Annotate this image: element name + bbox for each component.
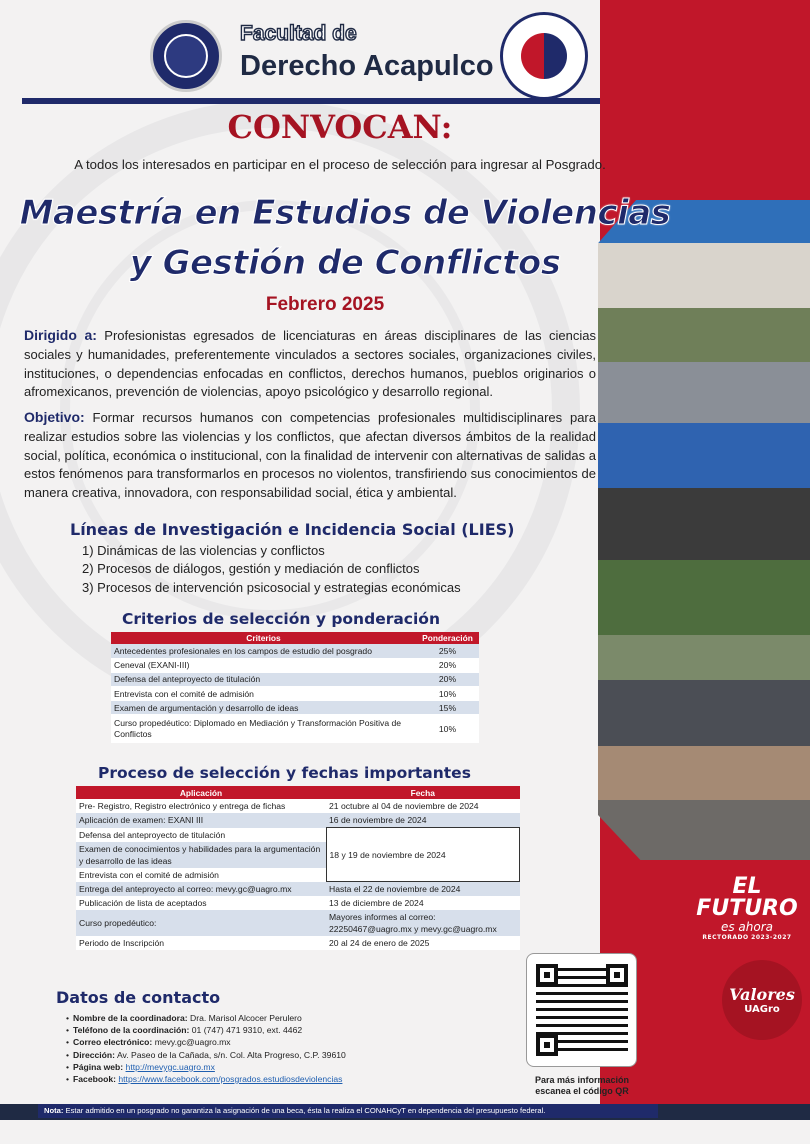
fecha-cell: 20 al 24 de enero de 2025 (326, 936, 520, 950)
aplicacion-cell: Examen de conocimientos y habilidades para la argumentación y desarrollo de las ideas (76, 842, 326, 868)
aplicacion-cell: Curso propedéutico: (76, 910, 326, 936)
aplicacion-cell: Entrevista con el comité de admisión (76, 868, 326, 882)
rectorado-label: RECTORADO 2023-2027 (702, 934, 792, 941)
fecha-cell: Mayores informes al correo: 22250467@uagro.mx y mevy.gc@uagro.mx (326, 910, 520, 936)
faculty-line1: Facultad de (240, 22, 357, 45)
aplicacion-cell: Entrega del anteproyecto al correo: mevy.gc@uagro.mx (76, 882, 326, 897)
aplicacion-cell: Defensa del anteproyecto de titulación (76, 828, 326, 842)
criterio-cell: Antecedentes profesionales en los campos de estudio del posgrado (111, 644, 416, 658)
convocan-heading: CONVOCAN: (227, 108, 453, 146)
fecha-header: Fecha (326, 786, 520, 799)
valores-text: Valores (729, 985, 795, 1004)
contact-item (66, 1049, 346, 1061)
table-row (111, 701, 479, 715)
contact-label: Teléfono de la coordinación: (73, 1025, 190, 1036)
table-row (111, 644, 479, 658)
facebook-link[interactable]: https://www.facebook.com/posgrados.estudiosdeviolencias (118, 1074, 343, 1085)
ponderacion-cell: 10% (416, 715, 479, 743)
criterio-cell: Curso propedéutico: Diplomado en Mediación y Transformación Positiva de Conflictos (111, 715, 416, 743)
ponderacion-header: Ponderación (416, 632, 479, 644)
contact-label: Dirección: (73, 1049, 116, 1060)
table-row (76, 813, 520, 828)
contact-item (66, 1024, 346, 1036)
table-row (76, 882, 520, 897)
footer-note-text: Estar admitido en un posgrado no garantiza la asignación de una beca, ésta la realiza el CONAHCyT en dependencia del presupuesto federal. (65, 1106, 546, 1115)
criterio-cell: Entrevista con el comité de admisión (111, 687, 416, 701)
header-divider (22, 98, 600, 104)
group-photo-outdoor (598, 560, 810, 860)
proceso-table (76, 786, 520, 950)
contact-value: 01 (747) 471 9310, ext. 4462 (191, 1025, 303, 1036)
dirigido-label: Dirigido a: (24, 327, 97, 343)
table-row (111, 672, 479, 686)
futuro-line1: EL FUTURO (696, 874, 798, 921)
fecha-cell: 18 y 19 de noviembre de 2024 (326, 828, 520, 882)
aplicacion-cell: Publicación de lista de aceptados (76, 896, 326, 910)
contact-item (66, 1036, 346, 1048)
program-title-line1: Maestría en Estudios de Violencias (19, 193, 671, 233)
footer-note (44, 1106, 664, 1115)
dirigido-paragraph (24, 326, 596, 402)
table-row (76, 936, 520, 950)
dirigido-text: Profesionistas egresados de licenciaturas en áreas disciplinares de las ciencias sociales y humanidades, preferentemente vinculados a sectores sociales, organizaciones civiles, instituciones, o dependencias enfocadas en conflictos, derechos humanos, pueblos originarios o afromexicanos, prevención de violencias, apoyo psicológico y desarrollo regional. (24, 328, 596, 400)
lies-title: Líneas de Investigación e Incidencia Social (LIES) (70, 520, 515, 539)
table-row (111, 658, 479, 672)
web-link[interactable]: http://mevygc.uagro.mx (125, 1061, 215, 1072)
aplicacion-cell: Periodo de Inscripción (76, 936, 326, 950)
lies-list (82, 542, 461, 597)
contact-item (66, 1061, 346, 1073)
qr-code-icon (536, 964, 628, 1056)
fecha-cell: Hasta el 22 de noviembre de 2024 (326, 882, 520, 897)
fecha-cell: 13 de diciembre de 2024 (326, 896, 520, 910)
table-row (111, 687, 479, 701)
objetivo-label: Objetivo: (24, 409, 85, 425)
ponderacion-cell: 25% (416, 644, 479, 658)
contact-value: Dra. Marisol Alcocer Perulero (190, 1013, 302, 1023)
proceso-title: Proceso de selección y fechas importantes (98, 764, 471, 782)
table-row (76, 828, 520, 842)
criterio-cell: Examen de argumentación y desarrollo de ideas (111, 701, 416, 715)
aplicacion-cell: Aplicación de examen: EXANI III (76, 813, 326, 828)
criterio-cell: Defensa del anteproyecto de titulación (111, 672, 416, 686)
contact-item (66, 1012, 346, 1024)
objetivo-paragraph (24, 408, 596, 503)
criterio-cell: Ceneval (EXANI-III) (111, 658, 416, 672)
contact-label: Nombre de la coordinadora: (73, 1013, 188, 1023)
aplicacion-header: Aplicación (76, 786, 326, 799)
contact-label: Página web: (73, 1061, 124, 1072)
valores-logo (722, 960, 802, 1040)
qr-caption-line2: escanea el código QR (535, 1086, 629, 1096)
qr-caption-line1: Para más información (534, 1075, 630, 1085)
contact-item (66, 1073, 346, 1085)
program-title-line2: y Gestión de Conflictos (129, 243, 561, 283)
faculty-line2: Derecho Acapulco (240, 50, 494, 82)
contact-label: Correo electrónico: (73, 1037, 153, 1048)
ponderacion-cell: 20% (416, 672, 479, 686)
table-row (111, 715, 479, 743)
table-row (76, 910, 520, 936)
fecha-cell: 16 de noviembre de 2024 (326, 813, 520, 828)
university-seal-logo (150, 20, 222, 92)
contacto-title: Datos de contacto (56, 988, 221, 1007)
criterios-header: Criterios (111, 632, 416, 644)
qr-code[interactable] (526, 953, 637, 1067)
ponderacion-cell: 10% (416, 687, 479, 701)
criterios-title: Criterios de selección y ponderación (122, 610, 440, 628)
contact-value: Av. Paseo de la Cañada, s/n. Col. Alta Progreso, C.P. 39610 (116, 1049, 346, 1060)
program-date: Febrero 2025 (265, 294, 385, 315)
lies-item: 1) Dinámicas de las violencias y conflictos (82, 543, 325, 558)
futuro-logo (688, 876, 806, 941)
footer-note-label: Nota: (44, 1106, 64, 1115)
contact-value: mevy.gc@uagro.mx (154, 1037, 231, 1048)
criterios-table (111, 632, 479, 743)
lies-item: 3) Procesos de intervención psicosocial y estrategias económicas (82, 579, 461, 595)
contact-label: Facebook: (73, 1074, 116, 1085)
contacto-list (66, 1012, 346, 1085)
intro-text: A todos los interesados en participar en el proceso de selección para ingresar al Posgrado. (74, 157, 606, 172)
aplicacion-cell: Pre- Registro, Registro electrónico y entrega de fichas (76, 799, 326, 813)
lies-item: 2) Procesos de diálogos, gestión y mediación de conflictos (82, 561, 420, 577)
table-row (76, 799, 520, 813)
table-row (76, 896, 520, 910)
uagro-text: UAGro (744, 1004, 780, 1015)
program-logo (500, 12, 588, 100)
footer-bottom (0, 1120, 810, 1144)
ponderacion-cell: 15% (416, 701, 479, 715)
futuro-line2: es ahora (720, 920, 774, 934)
objetivo-text: Formar recursos humanos con competencias profesionales multidisciplinares para realizar estudios sobre las violencias y los conflictos, que afectan diversos ámbitos de la realidad social, política, económica o institucional, con la finalidad de intervenir con alternativas de salidas a estos fenómenos para transformarlos en procesos no violentos, transfiriendo sus conocimientos de manera creativa, innovadora, con responsabilidad social, ética y ambiental. (24, 410, 596, 501)
ponderacion-cell: 20% (416, 658, 479, 672)
fecha-cell: 21 octubre al 04 de noviembre de 2024 (326, 799, 520, 813)
qr-caption (522, 1075, 642, 1097)
